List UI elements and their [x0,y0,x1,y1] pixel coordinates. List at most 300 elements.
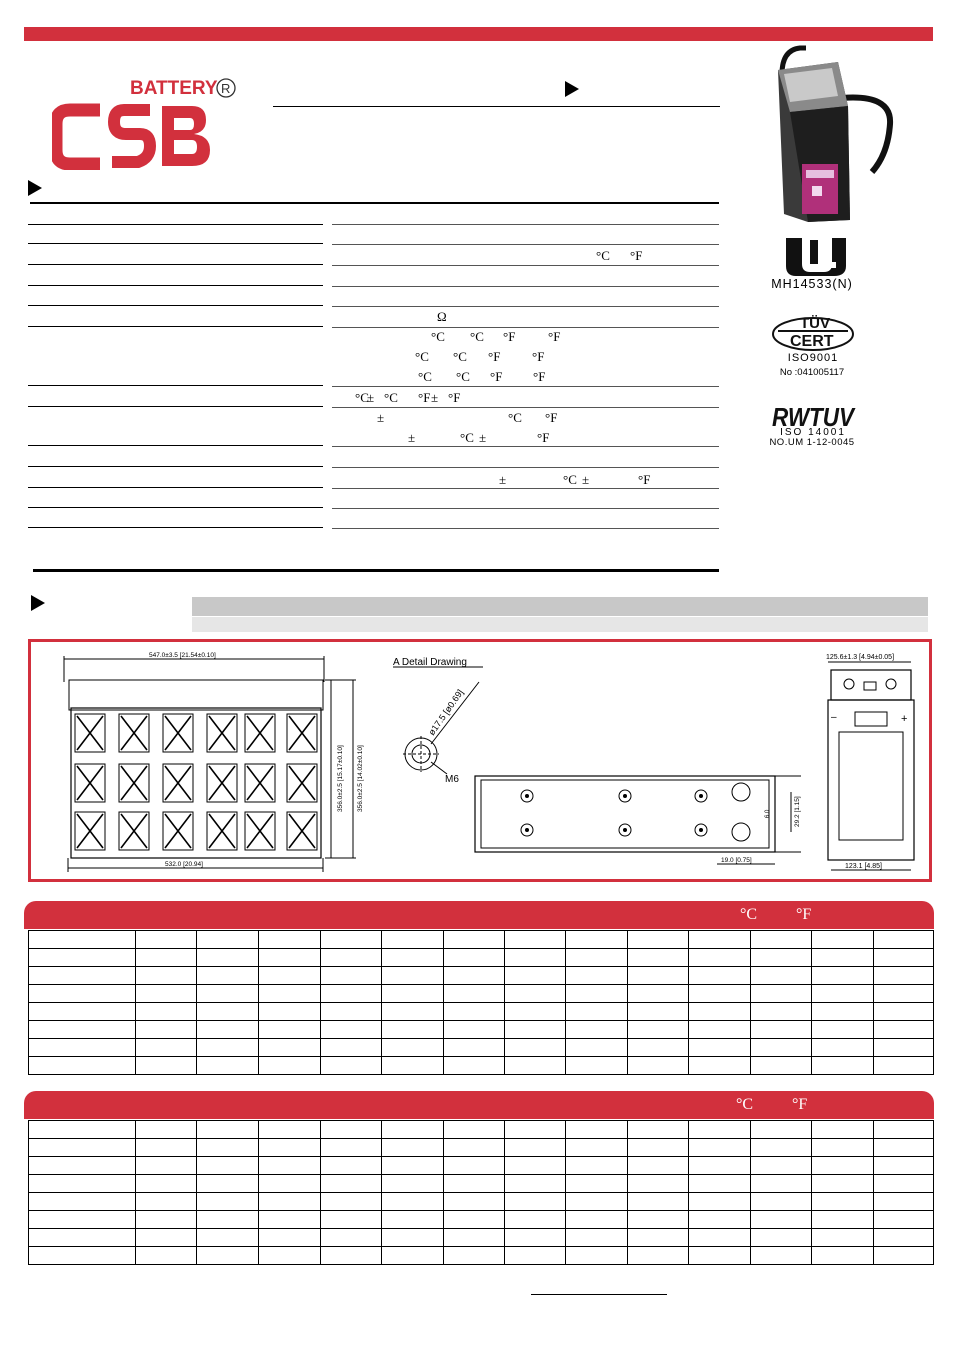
spec-value-line [332,508,719,509]
discharge-table-header-1 [24,901,934,929]
spec-value-line [332,224,719,225]
table-cell [628,1175,689,1193]
table-cell [689,1229,751,1247]
table-cell [136,931,197,949]
table-cell [197,1139,259,1157]
table-cell [874,1211,934,1229]
title-underline [273,106,720,107]
table-cell [505,931,566,949]
table-cell [444,1247,505,1265]
temp-c-symbol: °C [415,349,429,364]
table-cell [197,1211,259,1229]
table-cell [259,1021,321,1039]
table-cell [29,967,136,985]
table-cell [812,1175,874,1193]
footer-underline [531,1294,667,1295]
table-cell [444,1175,505,1193]
table-cell [259,1057,321,1075]
table-row [29,1021,934,1039]
table-cell [382,985,444,1003]
table-cell [689,1003,751,1021]
table-cell [444,1193,505,1211]
table-cell [29,1139,136,1157]
table-cell [505,985,566,1003]
table-cell [812,1157,874,1175]
temp-f-symbol: °F [418,390,431,405]
table-cell [136,1139,197,1157]
table-cell [812,1229,874,1247]
plus-minus-symbol: ± [431,390,439,405]
temp-c-symbol: °C [418,369,432,384]
table-cell [259,1039,321,1057]
plus-minus-symbol: ± [408,430,416,445]
table-cell [751,1021,812,1039]
table-cell [689,1193,751,1211]
temp-f-symbol: °F [638,472,651,487]
table-cell [874,1003,934,1021]
table-cell [812,967,874,985]
temp-f-symbol: °F [545,410,558,425]
ul-certification-code: MH14533(N) [771,277,853,291]
table-cell [136,1021,197,1039]
table-cell [321,1211,382,1229]
table-cell [628,1157,689,1175]
table-cell [751,1003,812,1021]
spec-value-line [332,467,719,468]
table-cell [321,1039,382,1057]
spec-value-line [332,327,719,328]
spec-row-line [28,445,323,446]
table-cell [689,949,751,967]
table-cell [812,1211,874,1229]
table-cell [444,1211,505,1229]
table-cell [136,1121,197,1139]
iso14001-number: NO.UM 1-12-0045 [769,437,855,448]
table-cell [874,967,934,985]
table-cell [628,985,689,1003]
table-cell [751,1057,812,1075]
title-arrow-icon [565,81,579,97]
dim-length-bottom: 532.0 [20.94] [165,861,203,868]
table-cell [197,967,259,985]
table-cell [382,1139,444,1157]
table-cell [874,1157,934,1175]
spec-row-line [28,385,323,386]
table-cell [505,1021,566,1039]
table-cell [29,1229,136,1247]
table-cell [259,1175,321,1193]
table-cell [29,1247,136,1265]
dimensional-drawing [31,642,929,879]
table-cell [259,949,321,967]
temp-f-symbol: °F [503,329,516,344]
top-brand-bar [24,27,933,41]
table-cell [444,1057,505,1075]
table-cell [197,985,259,1003]
table-cell [136,1211,197,1229]
table-row [29,967,934,985]
table-cell [382,1057,444,1075]
table-cell [566,1039,628,1057]
table-cell [444,931,505,949]
table-row [29,1175,934,1193]
table-cell [874,1021,934,1039]
table-cell [29,931,136,949]
table-cell [505,1157,566,1175]
table-cell [751,931,812,949]
table-cell [751,985,812,1003]
table-cell [444,1121,505,1139]
table-cell [628,1121,689,1139]
spec-row-line [28,264,323,265]
table-cell [566,931,628,949]
table-cell [259,1139,321,1157]
table-cell [136,1057,197,1075]
table-cell [874,1139,934,1157]
spec-row-line [28,305,323,306]
spec-value-line [332,488,719,489]
table-cell [628,1247,689,1265]
table-cell [566,1193,628,1211]
temp-c-symbol: °C [384,390,398,405]
table-cell [566,967,628,985]
table-cell [136,985,197,1003]
table-cell [321,931,382,949]
temp-c-symbol: °C [563,472,577,487]
logo-registered-mark: R [221,81,231,96]
table-cell [321,1229,382,1247]
table-cell [566,1157,628,1175]
dimensions-subheader-bar [192,617,928,632]
table-cell [259,1121,321,1139]
table-cell [136,1175,197,1193]
ul-certification-icon [780,234,854,278]
table-cell [321,1247,382,1265]
battery-product-photo [772,44,906,224]
spec-row-line [28,243,323,244]
table-cell [505,1003,566,1021]
table-cell [812,949,874,967]
dim-small: 6.0 [765,809,771,818]
svg-text:CERT: CERT [790,333,834,350]
table-row [29,949,934,967]
table-cell [197,1193,259,1211]
table-cell [505,1229,566,1247]
table-cell [751,1175,812,1193]
table-cell [29,1021,136,1039]
table-cell [444,1139,505,1157]
table-cell [689,985,751,1003]
table-cell [874,1121,934,1139]
spec-value-line [332,286,719,287]
table-cell [259,985,321,1003]
table-cell [566,1247,628,1265]
ohm-symbol: Ω [437,309,447,324]
temp-c-symbol: °C [355,390,369,405]
table-cell [751,1157,812,1175]
table-cell [751,1121,812,1139]
table-cell [812,1057,874,1075]
table-cell [382,1003,444,1021]
table-cell [566,1229,628,1247]
discharge-table-header-2 [24,1091,934,1119]
table-cell [628,1021,689,1039]
table-cell [566,1121,628,1139]
table-cell [259,967,321,985]
table-cell [382,1193,444,1211]
table-cell [628,1229,689,1247]
table-cell [136,1003,197,1021]
table-cell [382,1157,444,1175]
table-cell [751,1211,812,1229]
table-cell [382,949,444,967]
dim-width-bottom: 123.1 [4.85] [845,863,882,870]
discharge-table-2 [28,1120,934,1265]
table-cell [259,1157,321,1175]
spec-row-line [28,487,323,488]
table-cell [505,1057,566,1075]
table-cell [197,1247,259,1265]
temp-c-symbol: °C [508,410,522,425]
temp-c-symbol: °C [470,329,484,344]
table-cell [444,1039,505,1057]
table-cell [197,1229,259,1247]
table-cell [444,949,505,967]
table-cell [505,1139,566,1157]
table-cell [751,1193,812,1211]
spec-row-line [28,507,323,508]
temp-f-symbol: °F [548,329,561,344]
table-cell [566,1003,628,1021]
table-cell [444,985,505,1003]
table-cell [812,1003,874,1021]
table-cell [259,1229,321,1247]
table-cell [382,967,444,985]
table-cell [382,1247,444,1265]
temp-f-symbol: °F [490,369,503,384]
table-cell [29,985,136,1003]
table-cell [751,1139,812,1157]
table-cell [197,1003,259,1021]
table-cell [259,1003,321,1021]
table-cell [874,1057,934,1075]
table-cell [321,985,382,1003]
table-cell [628,949,689,967]
table-row [29,931,934,949]
dim-height-outer: 356.0±2.5 [14.02±0.10] [357,745,364,812]
svg-text:+: + [901,713,908,725]
table-row [29,1193,934,1211]
spec-row-line [28,527,323,528]
iso9001-label: ISO9001 [787,352,839,364]
table-row [29,985,934,1003]
table-cell [29,949,136,967]
table-row [29,1057,934,1075]
table-cell [566,1211,628,1229]
csb-battery-logo [52,74,242,170]
table-cell [136,1247,197,1265]
table-cell [136,1229,197,1247]
dim-terminal-offset: 19.0 [0.75] [721,857,752,864]
table-cell [444,1157,505,1175]
table-cell [197,1057,259,1075]
table-cell [197,1175,259,1193]
temp-c-symbol: °C [453,349,467,364]
table-cell [259,1247,321,1265]
table-cell [751,1039,812,1057]
temp-f-symbol: °F [537,430,550,445]
iso9001-number: No :041005117 [779,367,845,378]
table-cell [382,1121,444,1139]
table-cell [812,1039,874,1057]
spec-value-line [332,306,719,307]
dim-terminal-pitch: 29.2 [1.15] [794,796,801,827]
table-cell [689,1175,751,1193]
table-cell [812,1247,874,1265]
plus-minus-symbol: ± [367,390,375,405]
table-cell [751,949,812,967]
table-cell [505,1175,566,1193]
table-cell [197,1021,259,1039]
table-cell [812,1121,874,1139]
table-cell [382,1021,444,1039]
table-cell [505,1247,566,1265]
spec-row-line [28,406,323,407]
dim-length-top: 547.0±3.5 [21.54±0.10] [149,652,216,659]
table-cell [874,949,934,967]
table-cell [874,985,934,1003]
table-cell [444,1229,505,1247]
table-cell [689,1121,751,1139]
table-cell [444,1003,505,1021]
table-cell [321,949,382,967]
svg-text:RWTUV: RWTUV [772,402,856,430]
table-cell [321,967,382,985]
table-row [29,1039,934,1057]
table-cell [812,985,874,1003]
temp-f-symbol: °F [630,248,643,263]
table-cell [689,931,751,949]
plus-minus-symbol: ± [499,472,507,487]
tuv-cert-logo [768,312,858,352]
table-cell [689,967,751,985]
spec-value-line [332,407,719,408]
table-row [29,1229,934,1247]
rwtuv-logo [770,402,856,430]
table-cell [751,1229,812,1247]
table-row [29,1247,934,1265]
plus-minus-symbol: ± [479,430,487,445]
table-cell [874,1039,934,1057]
detail-drawing-label: A Detail Drawing [393,657,467,668]
table-cell [382,1039,444,1057]
table-cell [321,1175,382,1193]
table-cell [874,1175,934,1193]
table-cell [197,1157,259,1175]
table-cell [321,1193,382,1211]
temp-c-symbol: °C [431,329,445,344]
table-cell [689,1211,751,1229]
table-cell [505,1121,566,1139]
table-cell [505,1211,566,1229]
spec-value-line [332,386,719,387]
dimensional-drawing-frame [28,639,932,882]
table-cell [382,931,444,949]
table-cell [628,1057,689,1075]
spec-row-line [28,466,323,467]
table-cell [812,1021,874,1039]
temp-f-symbol: °F [488,349,501,364]
table-cell [321,1057,382,1075]
table-cell [136,1039,197,1057]
table-cell [136,967,197,985]
table-cell [628,1211,689,1229]
temp-c-symbol: °C [456,369,470,384]
table-cell [505,949,566,967]
unit-celsius: °C [736,1096,754,1113]
dimensions-header-bar [192,597,928,616]
table-cell [29,1121,136,1139]
table-cell [321,1139,382,1157]
table-row [29,1121,934,1139]
table-cell [505,1193,566,1211]
spec-row-line [28,285,323,286]
table-cell [136,1157,197,1175]
specification-rule [30,202,719,204]
table-cell [505,1039,566,1057]
table-cell [136,949,197,967]
table-cell [874,1229,934,1247]
table-cell [197,1039,259,1057]
table-cell [29,1157,136,1175]
table-cell [444,1021,505,1039]
table-row [29,1211,934,1229]
plus-minus-symbol: ± [377,410,385,425]
table-cell [29,1211,136,1229]
table-cell [751,967,812,985]
table-cell [29,1039,136,1057]
table-cell [689,1247,751,1265]
table-cell [628,931,689,949]
specification-end-rule [33,569,719,572]
spec-row-line [28,326,323,327]
table-cell [259,931,321,949]
logo-battery-text: BATTERY [130,78,218,99]
table-cell [812,1139,874,1157]
table-cell [812,931,874,949]
terminal-diameter-label: ø17.5 [ø0.69] [426,687,466,738]
table-cell [628,1139,689,1157]
table-cell [874,1193,934,1211]
table-cell [444,967,505,985]
table-cell [566,1021,628,1039]
table-cell [628,967,689,985]
svg-text:TÜV: TÜV [800,315,830,332]
unit-celsius: °C [740,906,758,923]
iso14001-label: ISO 14001 [780,427,846,438]
table-cell [566,949,628,967]
terminal-thread-label: M6 [445,774,459,785]
temp-f-symbol: °F [448,390,461,405]
table-cell [382,1175,444,1193]
table-cell [874,931,934,949]
table-cell [566,985,628,1003]
spec-value-line [332,244,719,245]
table-cell [321,1157,382,1175]
discharge-table-1 [28,930,934,1075]
table-cell [689,1057,751,1075]
table-cell [321,1003,382,1021]
